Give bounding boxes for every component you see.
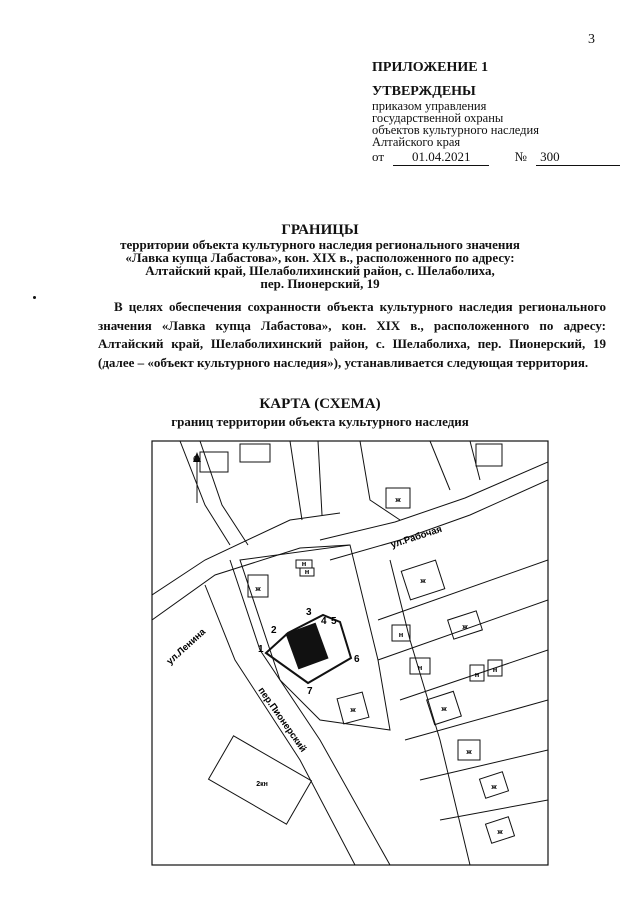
residential-marker: ж: [395, 495, 401, 504]
building: [476, 444, 502, 466]
nonresidential-marker: н: [492, 665, 498, 674]
road-edge: [290, 441, 302, 520]
road-edge: [318, 441, 322, 515]
building-code-label: 2кн: [256, 781, 268, 788]
parcel-line: [430, 441, 450, 490]
point-label: 3: [306, 607, 312, 618]
approval-line: объектов культурного наследия: [372, 123, 539, 137]
residential-marker: ж: [491, 782, 497, 791]
point-label: 4: [321, 616, 327, 627]
residential-marker: ж: [497, 827, 503, 836]
nonresidential-marker: н: [474, 670, 480, 679]
residential-marker: ж: [255, 584, 261, 593]
approval-title: УТВЕРЖДЕНЫ: [372, 84, 476, 99]
road-edge: [152, 513, 340, 595]
appendix-label: ПРИЛОЖЕНИЕ 1: [372, 60, 489, 75]
building: [240, 444, 270, 462]
parcel-line: [470, 441, 480, 480]
north-label: С: [193, 454, 200, 464]
map-title: КАРТА (СХЕМА): [259, 396, 381, 412]
parcel-line: [390, 560, 470, 865]
page-number: 3: [588, 32, 595, 47]
document-subtitle-line: «Лавка купца Лабастова», кон. XIX в., расположенного по адресу:: [125, 250, 515, 265]
point-label: 6: [354, 654, 360, 665]
road-edge: [330, 480, 548, 560]
order-number-label: №: [514, 149, 527, 164]
body-paragraph: В целях обеспечения сохранности объекта культурного наследия регионального значения «Лавка купца Лабастова», кон. XIX в., расположенного по адресу: Алтайский край, Шелаболихинский район, с. Шелаболиха, пер. Пионерский, 19 (далее – «объект культурного наследия»), устанавливается следующая территория.: [98, 299, 606, 370]
parcel-line: [440, 800, 548, 820]
order-number: 300: [536, 149, 620, 166]
street-label: ул.Рабочая: [389, 523, 444, 551]
point-label: 1: [258, 644, 264, 655]
approval-line: приказом управления: [372, 99, 487, 113]
point-label: 5: [331, 616, 337, 627]
map-subtitle: границ территории объекта культурного наследия: [171, 414, 469, 429]
order-from-label: от: [372, 149, 385, 164]
residential-marker: ж: [350, 705, 356, 714]
document-subtitle-line: Алтайский край, Шелаболихинский район, с. Шелаболиха,: [145, 263, 495, 278]
nonresidential-marker: н: [301, 559, 307, 568]
document-subtitle-line: территории объекта культурного наследия регионального значения: [120, 237, 520, 252]
nonresidential-marker: н: [304, 567, 310, 576]
residential-marker: ж: [466, 747, 472, 756]
point-label: 7: [307, 686, 313, 697]
nonresidential-marker: н: [398, 630, 404, 639]
approval-line: Алтайского края: [372, 135, 461, 149]
building: [200, 452, 228, 472]
road-edge: [200, 441, 248, 545]
document-subtitle-line: пер. Пионерский, 19: [260, 276, 380, 291]
parcel-line: [378, 560, 548, 620]
road-edge: [152, 545, 350, 620]
nonresidential-marker: н: [417, 663, 423, 672]
street-label: пер.Пионерский: [255, 685, 309, 755]
heritage-object: [285, 623, 328, 670]
street-label: ул.Ленина: [164, 626, 208, 668]
residential-marker: ж: [441, 704, 447, 713]
document-title: ГРАНИЦЫ: [281, 222, 359, 238]
parcel-line: [420, 750, 548, 780]
road-edge: [230, 560, 390, 865]
residential-marker: ж: [462, 622, 468, 631]
order-date: 01.04.2021: [393, 149, 489, 166]
point-label: 2: [271, 625, 277, 636]
approval-line: государственной охраны: [372, 111, 504, 125]
parcel-line: [405, 700, 548, 740]
residential-marker: ж: [420, 576, 426, 585]
